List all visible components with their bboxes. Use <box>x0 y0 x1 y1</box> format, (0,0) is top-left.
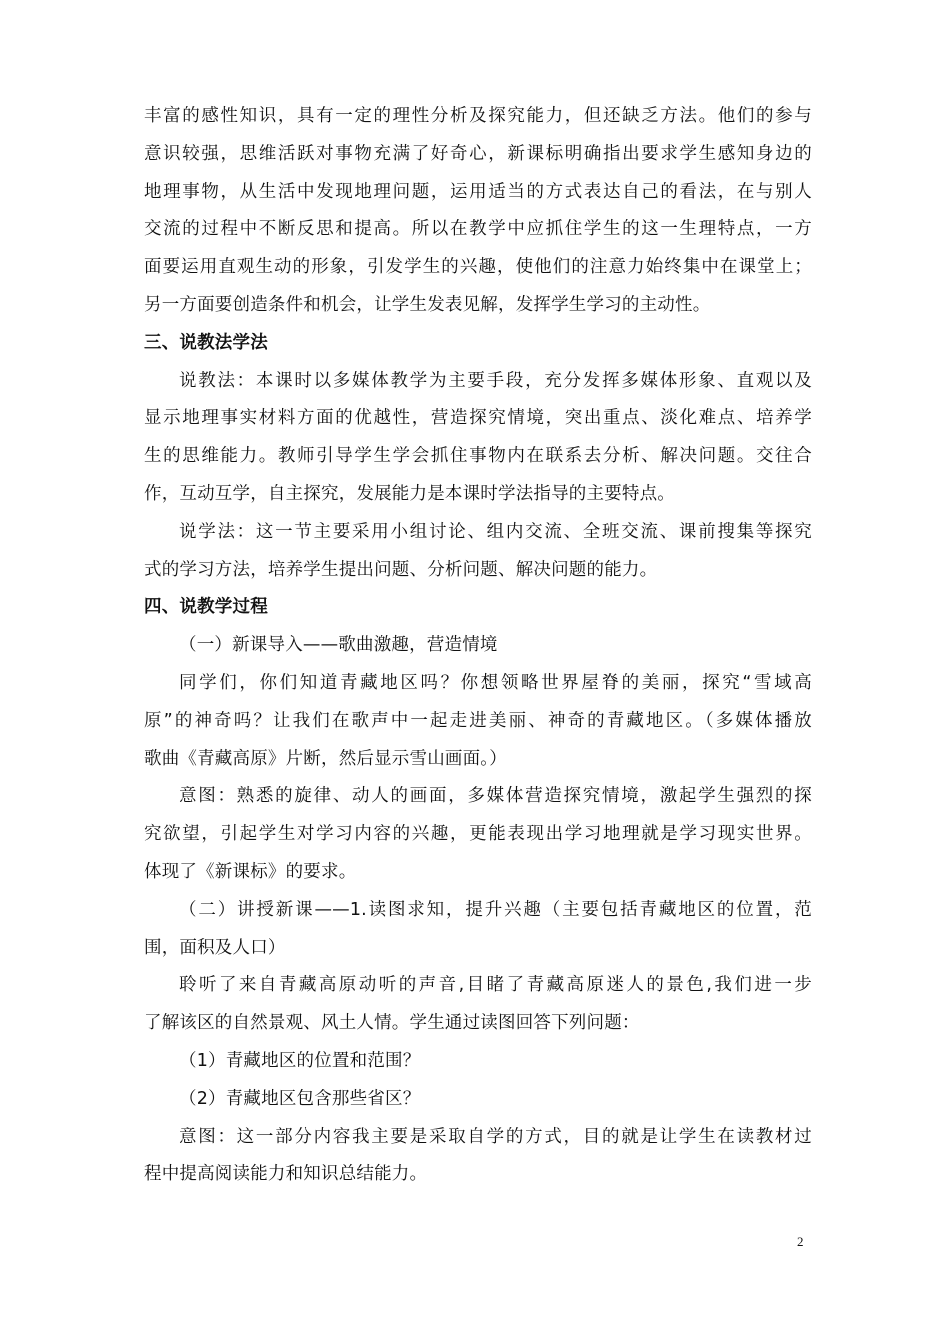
text-line: 歌曲《青藏高原》片断，然后显示雪山画面。） <box>144 748 507 769</box>
text-line: （二）讲授新课——1.读图求知，提升兴趣（主要包括青藏地区的位置，范 <box>179 899 812 920</box>
text-line: 围，面积及人口） <box>144 937 286 958</box>
text-line: 意图：熟悉的旋律、动人的画面，多媒体营造探究情境，激起学生强烈的探 <box>179 786 812 807</box>
text-line: 同学们，你们知道青藏地区吗？你想领略世界屋脊的美丽，探究“雪域高 <box>179 672 812 693</box>
text-line: 作，互动互学，自主探究，发展能力是本课时学法指导的主要特点。 <box>144 483 675 504</box>
text-line: 说教法：本课时以多媒体教学为主要手段，充分发挥多媒体形象、直观以及 <box>179 370 812 391</box>
text-line: 原”的神奇吗？让我们在歌声中一起走进美丽、神奇的青藏地区。（多媒体播放 <box>144 710 812 731</box>
section-heading: 三、说教法学法 <box>144 332 268 353</box>
text-line: 另一方面要创造条件和机会，让学生发表见解，发挥学生学习的主动性。 <box>144 294 711 315</box>
text-line: 究欲望，引起学生对学习内容的兴趣，更能表现出学习地理就是学习现实世界。 <box>144 824 812 845</box>
text-line: 式的学习方法，培养学生提出问题、分析问题、解决问题的能力。 <box>144 559 658 580</box>
text-line: 体现了《新课标》的要求。 <box>144 861 357 882</box>
text-line: 生的思维能力。教师引导学生学会抓住事物内在联系去分析、解决问题。交往合 <box>144 446 812 467</box>
document-body <box>144 98 812 1194</box>
text-line: 地理事物，从生活中发现地理问题，运用适当的方式表达自己的看法，在与别人 <box>144 181 812 202</box>
text-line: （1）青藏地区的位置和范围？ <box>179 1050 421 1071</box>
text-line: 说学法：这一节主要采用小组讨论、组内交流、全班交流、课前搜集等探究 <box>179 521 812 542</box>
text-line: （2）青藏地区包含那些省区？ <box>179 1088 421 1109</box>
text-line: 程中提高阅读能力和知识总结能力。 <box>144 1164 428 1185</box>
text-line: 了解该区的自然景观、风土人情。学生通过读图回答下列问题： <box>144 1013 640 1034</box>
text-line: 面要运用直观生动的形象，引发学生的兴趣，使他们的注意力始终集中在课堂上； <box>144 257 812 278</box>
text-line: 聆听了来自青藏高原动听的声音,目睹了青藏高原迷人的景色,我们进一步 <box>179 975 812 996</box>
text-line: （一）新课导入——歌曲激趣，营造情境 <box>179 635 498 656</box>
page-number: 2 <box>797 1234 804 1249</box>
text-line: 显示地理事实材料方面的优越性，营造探究情境，突出重点、淡化难点、培养学 <box>144 408 812 429</box>
section-heading: 四、说教学过程 <box>144 597 268 618</box>
text-line: 意识较强，思维活跃对事物充满了好奇心，新课标明确指出要求学生感知身边的 <box>144 143 812 164</box>
text-line: 意图：这一部分内容我主要是采取自学的方式，目的就是让学生在读教材过 <box>179 1126 812 1147</box>
text-line: 交流的过程中不断反思和提高。所以在教学中应抓住学生的这一生理特点，一方 <box>144 219 812 240</box>
text-line: 丰富的感性知识，具有一定的理性分析及探究能力，但还缺乏方法。他们的参与 <box>144 106 812 126</box>
